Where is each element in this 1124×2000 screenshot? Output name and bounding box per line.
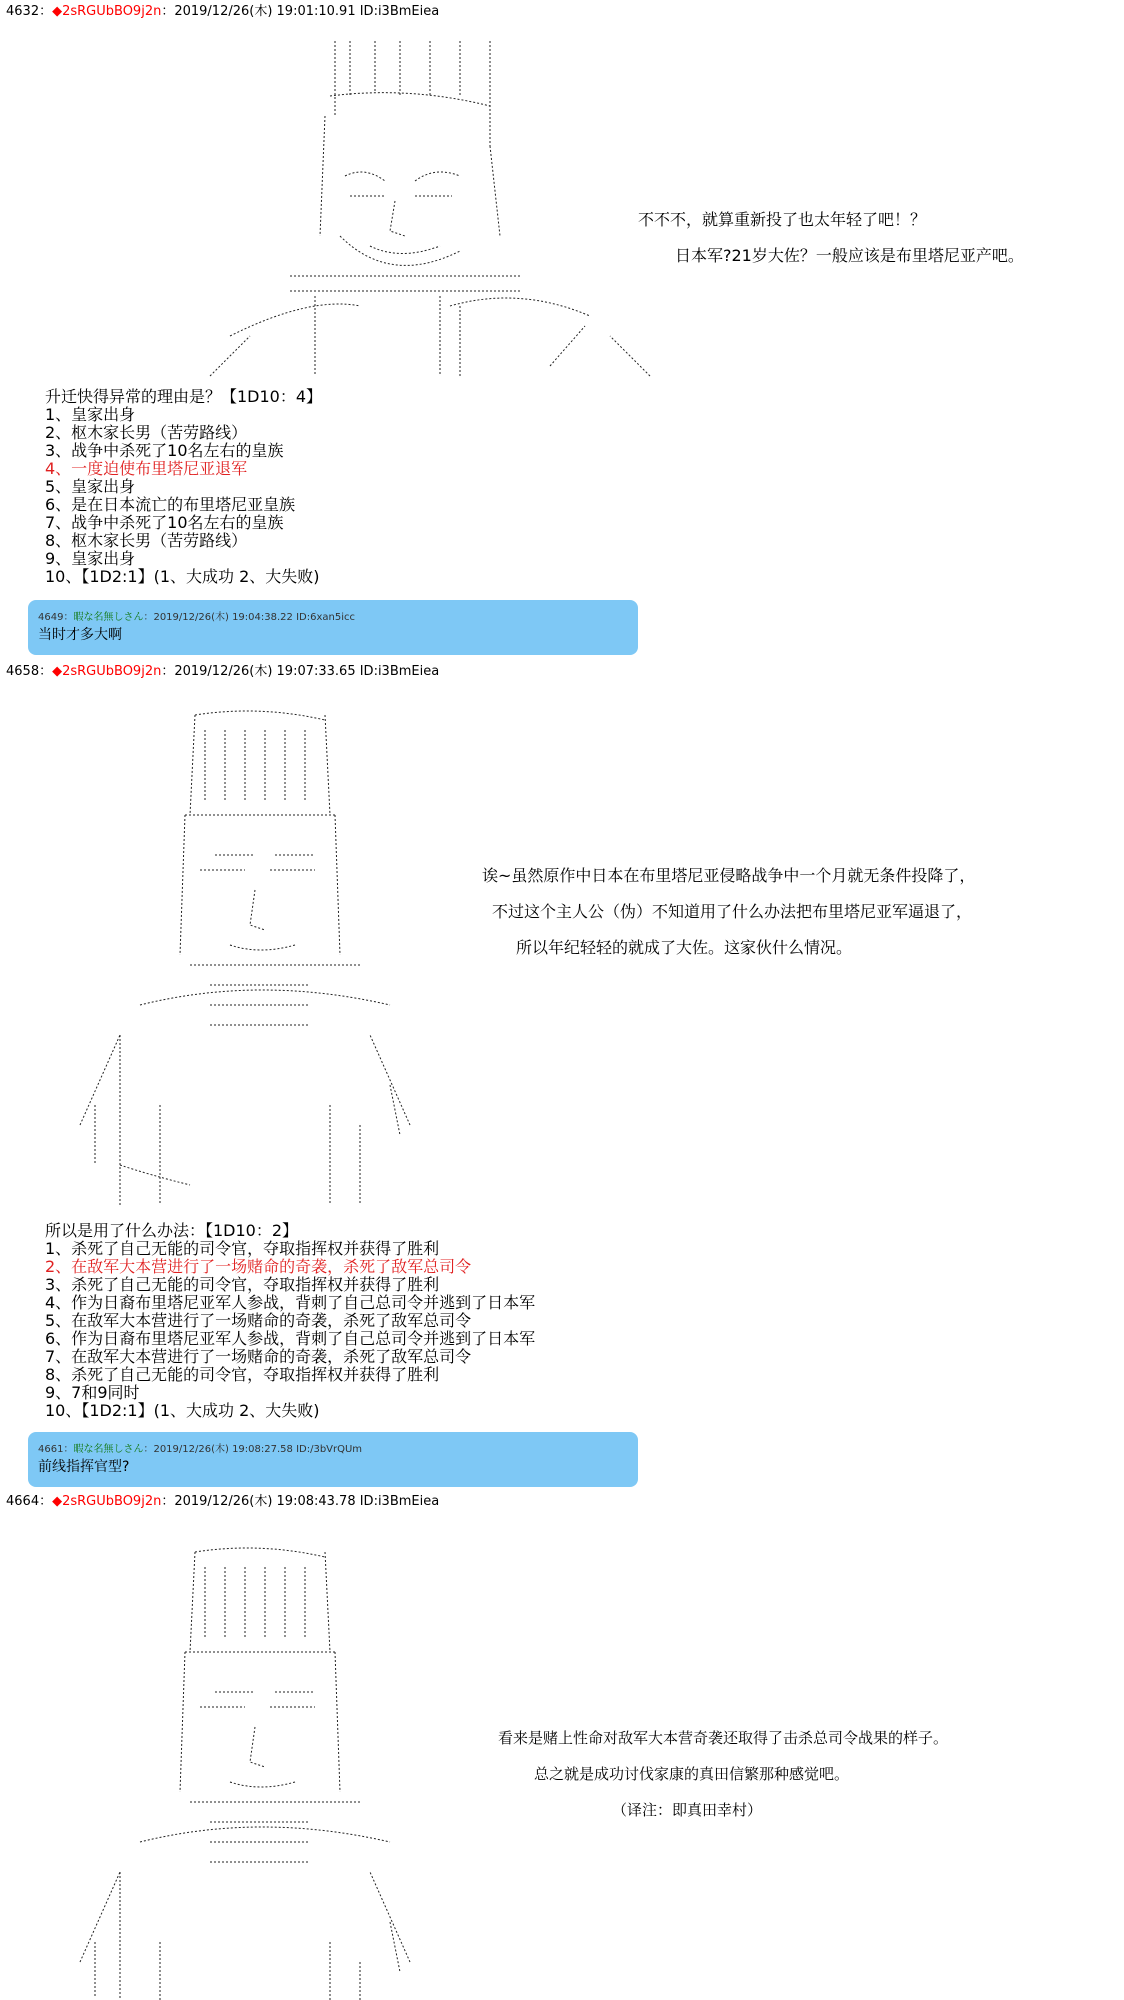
option-item: 8、枢木家长男（苦劳路线）	[45, 531, 248, 550]
ascii-art-character	[190, 36, 710, 381]
poster-trip: ◆2sRGUbBO9j2n	[52, 1494, 162, 1509]
option-item-selected: 2、在敌军大本营进行了一场赌命的奇袭，杀死了敌军总司令	[45, 1257, 472, 1276]
option-item: 3、战争中杀死了10名左右的皇族	[45, 441, 284, 460]
option-item: 6、作为日裔布里塔尼亚军人参战，背刺了自己总司令并逃到了日本军	[45, 1329, 536, 1348]
option-item: 2、枢木家长男（苦劳路线）	[45, 423, 248, 442]
ascii-art-character	[60, 1542, 460, 2000]
option-item-selected: 4、一度迫使布里塔尼亚退军	[45, 459, 248, 478]
post-header-4664	[6, 1494, 439, 1510]
dialogue-line-2: 总之就是成功讨伐家康的真田信繁那种感觉吧。	[534, 1765, 850, 1783]
reply-number: 4649：	[38, 612, 74, 623]
post-meta: ：2019/12/26(木) 19:01:10.91 ID:i3BmEiea	[161, 4, 440, 19]
reply-header	[28, 1432, 638, 1455]
post-number: 4658：	[6, 664, 53, 679]
reply-number: 4661：	[38, 1444, 74, 1455]
post-meta: ：2019/12/26(木) 19:08:43.78 ID:i3BmEiea	[161, 1494, 440, 1509]
dialogue-line-2: 不过这个主人公（伪）不知道用了什么办法把布里塔尼亚军逼退了，	[492, 902, 973, 921]
option-item: 8、杀死了自己无能的司令官，夺取指挥权并获得了胜利	[45, 1365, 440, 1384]
reply-body: 当时才多大啊	[38, 627, 122, 643]
poster-trip: ◆2sRGUbBO9j2n	[52, 664, 162, 679]
dialogue-line-3: 所以年纪轻轻的就成了大佐。这家伙什么情况。	[516, 938, 853, 957]
ascii-art-character	[60, 705, 460, 1210]
dice-roll-block-1	[45, 388, 322, 586]
dice-roll-block-2	[45, 1222, 535, 1420]
option-item: 1、皇家出身	[45, 405, 136, 424]
option-item: 9、皇家出身	[45, 549, 136, 568]
reply-name: 暇な名無しさん	[73, 1444, 144, 1455]
reply-header	[28, 600, 638, 623]
post-number: 4664：	[6, 1494, 53, 1509]
option-item: 10、【1D2:1】(1、大成功 2、大失败)	[45, 1401, 320, 1420]
option-item: 5、皇家出身	[45, 477, 136, 496]
reply-name: 暇な名無しさん	[73, 612, 144, 623]
option-item: 3、杀死了自己无能的司令官，夺取指挥权并获得了胜利	[45, 1275, 440, 1294]
dialogue-line-1: 不不不，就算重新投了也太年轻了吧！？	[638, 210, 927, 229]
option-item: 7、战争中杀死了10名左右的皇族	[45, 513, 284, 532]
dialogue-line-1: 诶~虽然原作中日本在布里塔尼亚侵略战争中一个月就无条件投降了，	[482, 866, 976, 885]
reply-meta: ：2019/12/26(木) 19:08:27.58 ID:/3bVrQUm	[143, 1444, 363, 1455]
option-item: 7、在敌军大本营进行了一场赌命的奇袭，杀死了敌军总司令	[45, 1347, 472, 1366]
post-number: 4632：	[6, 4, 53, 19]
post-meta: ：2019/12/26(木) 19:07:33.65 ID:i3BmEiea	[161, 664, 440, 679]
roll-title: 所以是用了什么办法：【1D10：2】	[45, 1221, 299, 1240]
post-header-4632	[6, 4, 439, 20]
option-item: 1、杀死了自己无能的司令官，夺取指挥权并获得了胜利	[45, 1239, 440, 1258]
dialogue-line-2: 日本军?21岁大佐？一般应该是布里塔尼亚产吧。	[675, 246, 1024, 265]
reply-body: 前线指挥官型?	[38, 1459, 130, 1475]
option-item: 10、【1D2:1】(1、大成功 2、大失败)	[45, 567, 320, 586]
option-item: 4、作为日裔布里塔尼亚军人参战，背刺了自己总司令并逃到了日本军	[45, 1293, 536, 1312]
post-header-4658	[6, 664, 439, 680]
reply-meta: ：2019/12/26(木) 19:04:38.22 ID:6xan5icc	[143, 612, 355, 623]
dialogue-line-1: 看来是赌上性命对敌军大本营奇袭还取得了击杀总司令战果的样子。	[498, 1729, 949, 1747]
reply-box-4661	[28, 1432, 638, 1487]
poster-trip: ◆2sRGUbBO9j2n	[52, 4, 162, 19]
option-item: 5、在敌军大本营进行了一场赌命的奇袭，杀死了敌军总司令	[45, 1311, 472, 1330]
option-item: 6、是在日本流亡的布里塔尼亚皇族	[45, 495, 296, 514]
dialogue-line-3: （译注：即真田幸村）	[612, 1801, 763, 1819]
option-item: 9、7和9同时	[45, 1383, 140, 1402]
roll-title: 升迁快得异常的理由是？【1D10：4】	[45, 387, 323, 406]
reply-box-4649	[28, 600, 638, 655]
